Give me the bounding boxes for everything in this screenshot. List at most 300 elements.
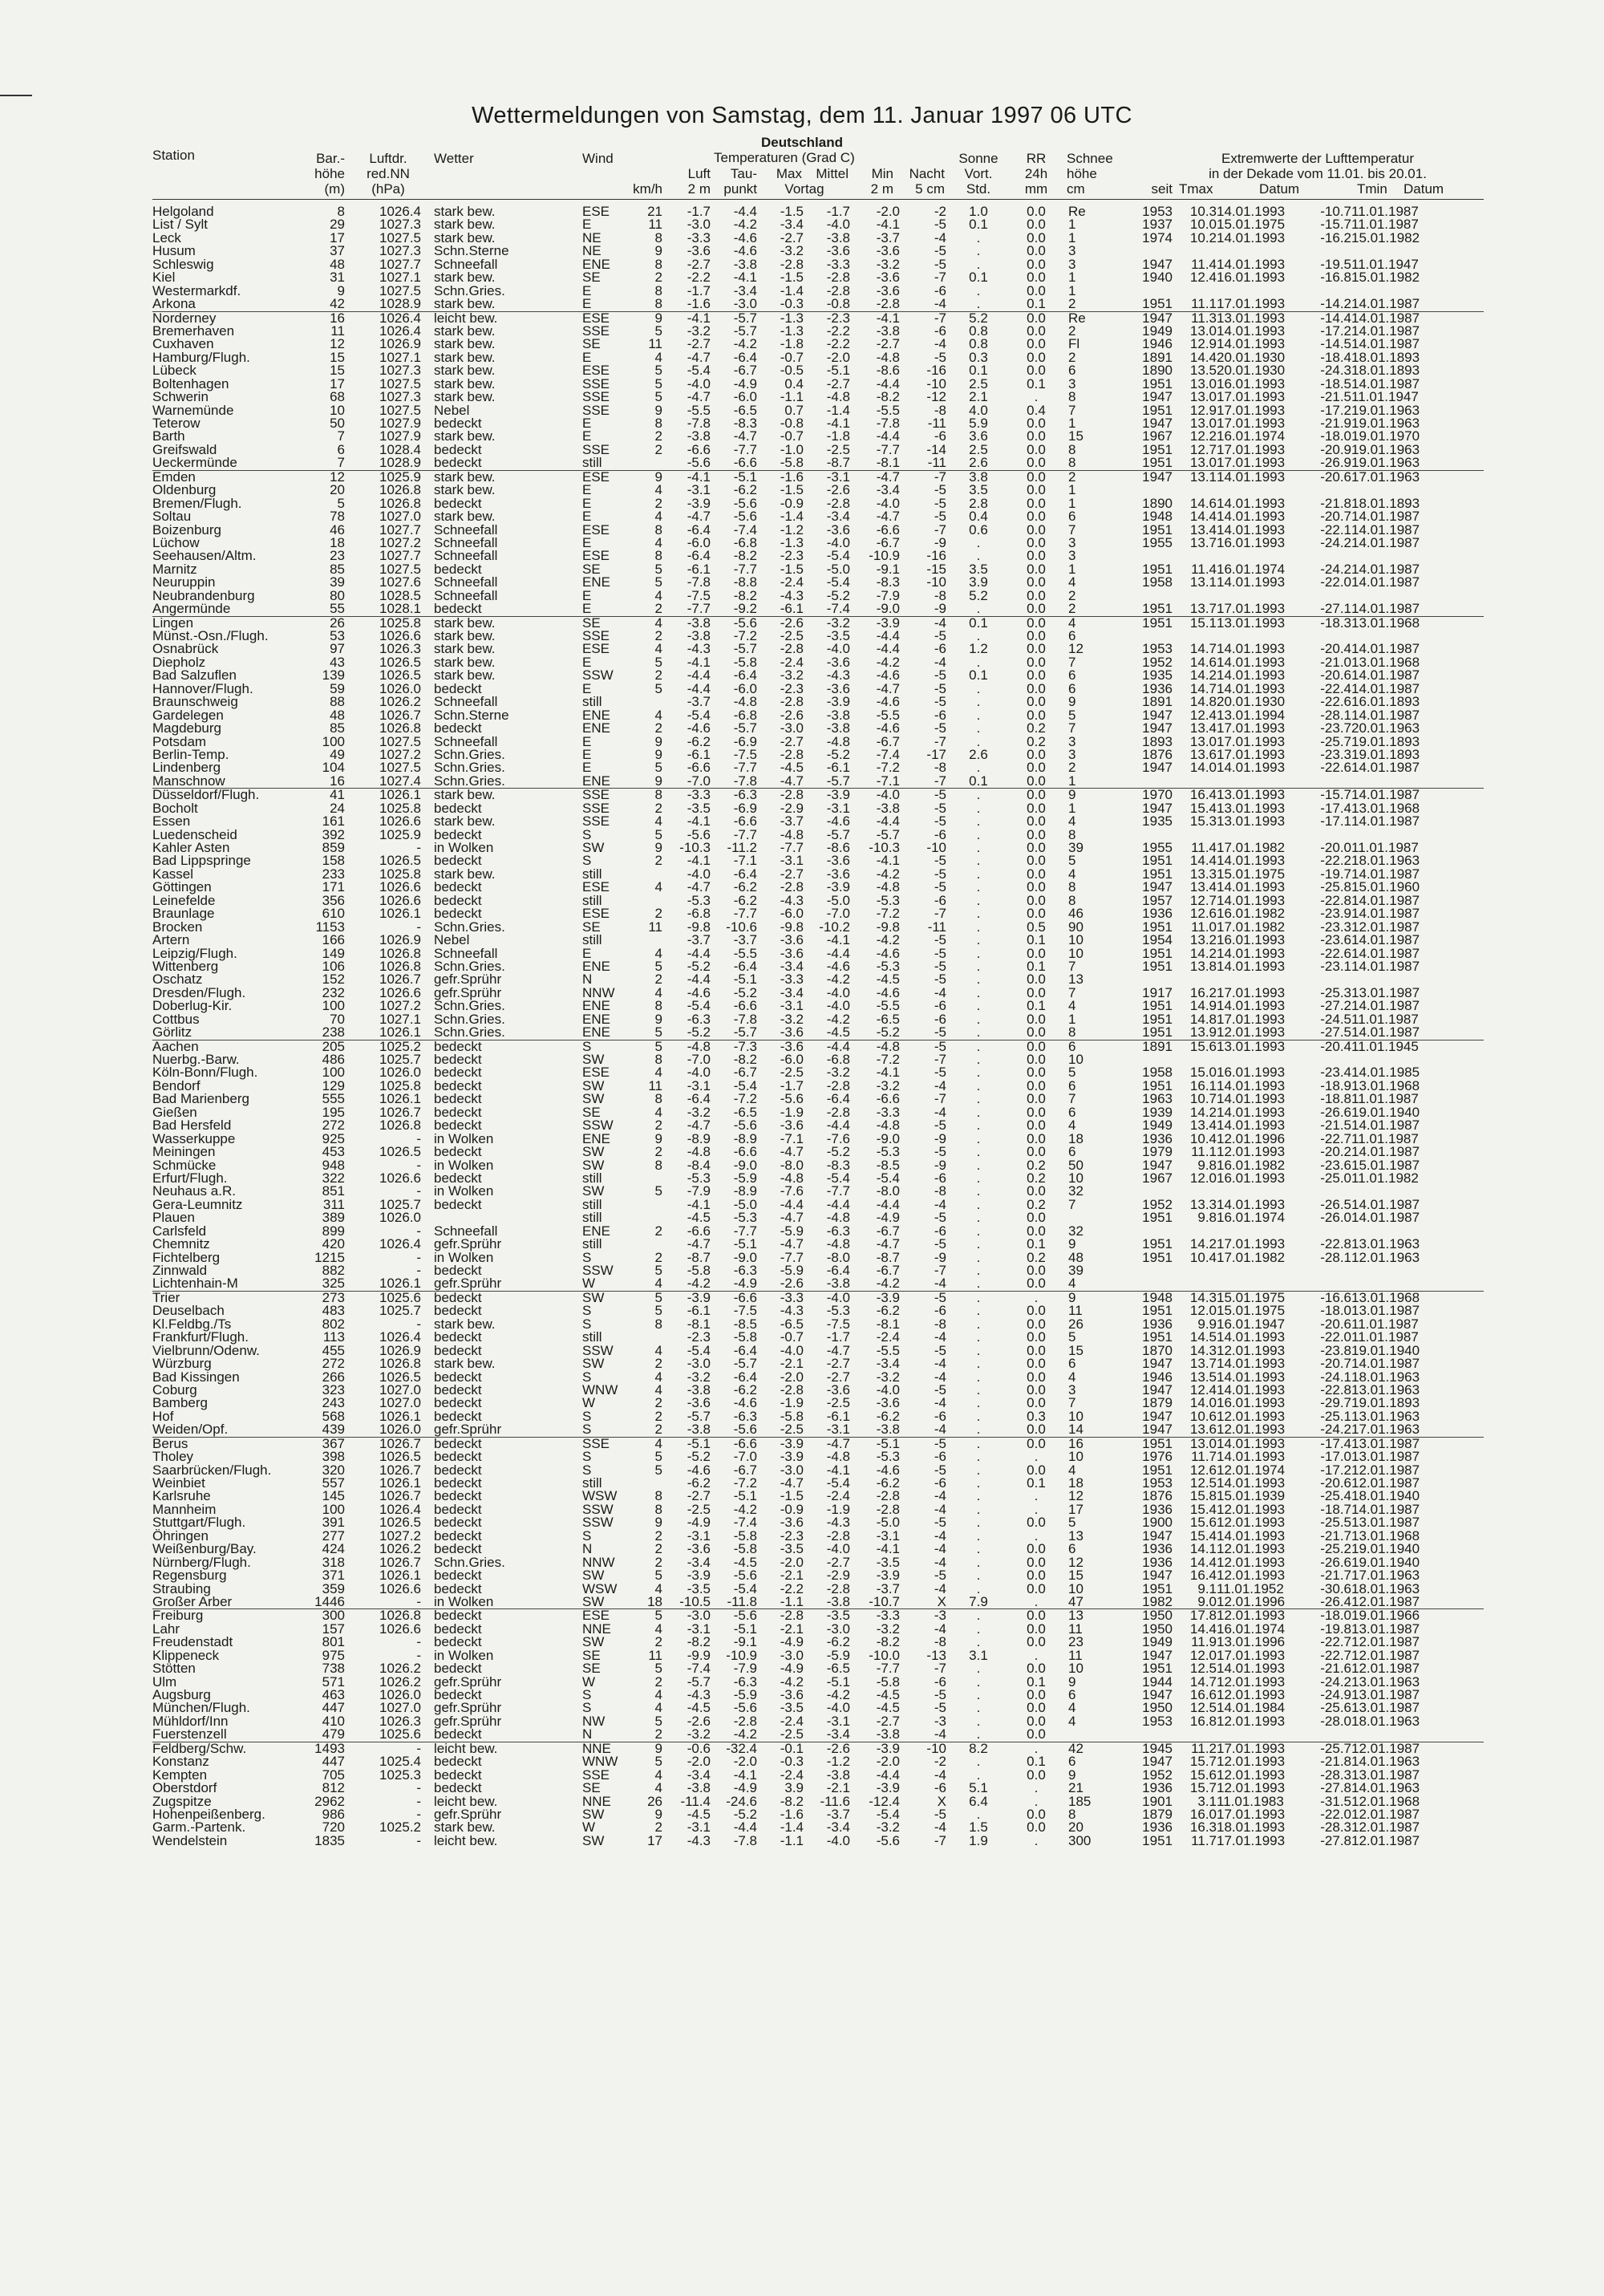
cell-taupunkt: -7.8 [733,1011,757,1027]
cell-station: Hof [152,1408,174,1424]
cell-min-2m: -4.0 [876,1381,900,1397]
cell-luftdruck: 1027.9 [379,416,421,431]
cell-barhoehe: 322 [322,1170,345,1186]
cell-datum-max: 12.01.1996 [1217,1593,1286,1609]
cell-rr-24h: 0.0 [1027,482,1046,498]
cell-sonne: 0.1 [969,270,988,286]
cell-datum-min: 18.01.1963 [1351,1713,1420,1729]
cell-rr-24h: 0.4 [1027,402,1046,418]
cell-datum-min: 13.01.1987 [1351,1700,1420,1716]
cell-taupunkt: -7.7 [733,441,757,457]
cell-windrichtung: E [582,296,592,312]
cell-nacht-5cm: -4 [934,1767,946,1783]
cell-tmax: 14.6 [1189,654,1217,670]
cell-station: Klippeneck [152,1647,220,1663]
cell-max-vortag: -3.6 [780,945,804,961]
cell-barhoehe: 232 [322,984,345,1000]
cell-tmin: -20.4 [1320,641,1351,657]
cell-windrichtung: NNW [582,1554,615,1570]
cell-station: Stuttgart/Flugh. [152,1515,246,1531]
cell-nacht-5cm: -6 [934,1223,946,1239]
cell-luftdruck: - [416,840,421,855]
cell-sonne: 0.1 [969,615,988,631]
cell-luftdruck: 1026.6 [379,1621,421,1637]
cell-max-vortag: -2.8 [780,787,804,803]
cell-station: Lingen [152,615,194,631]
cell-datum-min: 14.01.1987 [1351,1024,1420,1041]
cell-mittel-vortag: -3.6 [826,654,850,670]
cell-rr-24h: 0.0 [1027,773,1046,789]
cell-schnee: 4 [1068,1700,1076,1716]
cell-min-2m: -4.5 [876,972,900,988]
cell-datum-max: 12.01.1993 [1217,1501,1286,1517]
cell-barhoehe: 925 [322,1130,345,1146]
cell-taupunkt: -4.4 [733,1819,757,1836]
cell-barhoehe: 85 [330,720,345,736]
cell-max-vortag: -0.8 [780,416,804,431]
cell-taupunkt: -3.8 [733,256,757,272]
cell-schnee: 8 [1068,389,1076,405]
cell-luftdruck: 1026.8 [379,1356,421,1372]
cell-taupunkt: -4.4 [733,204,757,219]
cell-luft-2m: -4.8 [687,1144,711,1160]
cell-rr-24h: 0.2 [1027,1196,1046,1212]
cell-luft-2m: -4.5 [687,1806,711,1822]
cell-luftdruck: 1026.7 [379,707,421,723]
cell-schnee: 13 [1068,1527,1084,1544]
cell-wetter: bedeckt [434,800,482,816]
cell-barhoehe: 812 [322,1780,345,1796]
cell-max-vortag: -1.5 [780,561,804,577]
cell-datum-min: 11.01.1987 [1351,1011,1419,1027]
cell-luft-2m: -5.6 [687,455,711,471]
cell-max-vortag: -4.5 [780,760,804,776]
cell-seit: 1951 [1142,1303,1173,1319]
cell-max-vortag: 3.9 [784,1780,804,1796]
cell-seit: 1951 [1142,1435,1173,1451]
cell-windrichtung: SSE [582,389,610,405]
cell-tmin: -16.6 [1320,1289,1351,1305]
cell-tmax: 13.0 [1189,455,1217,471]
cell-windstaerke: 2 [654,667,662,684]
cell-min-2m: -3.2 [876,1621,900,1637]
cell-nacht-5cm: -5 [934,509,946,525]
cell-station: Gießen [152,1104,197,1120]
cell-wetter: bedeckt [434,720,482,736]
cell-max-vortag: -2.8 [780,746,804,762]
cell-datum-max: 14.01.1993 [1217,641,1286,657]
cell-station: Seehausen/Altm. [152,548,257,564]
cell-tmin: -15.7 [1320,787,1351,803]
cell-seit: 1951 [1142,601,1173,617]
cell-rr-24h: 0.3 [1027,1408,1046,1424]
cell-seit: 1974 [1142,229,1173,245]
cell-windrichtung: ENE [582,707,610,723]
cell-barhoehe: 42 [330,296,345,312]
cell-wetter: gefr.Sprühr [434,1673,502,1690]
cell-min-2m: -5.5 [876,402,900,418]
station-group [152,1608,1484,1741]
cell-wetter: Schn.Gries. [434,1011,505,1027]
cell-tmin: -19.5 [1320,256,1351,272]
cell-nacht-5cm: -7 [934,1263,946,1278]
cell-tmax: 15.4 [1189,1501,1217,1517]
cell-mittel-vortag: -5.2 [826,587,850,603]
cell-windstaerke: 5 [654,574,662,590]
cell-mittel-vortag: -4.8 [826,1210,850,1226]
cell-windrichtung: SW [582,1077,605,1093]
cell-station: Weiden/Opf. [152,1422,229,1438]
cell-seit: 1947 [1142,256,1173,272]
cell-windstaerke: 5 [654,1754,662,1770]
cell-datum-min: 13.01.1987 [1351,1515,1420,1531]
cell-tmax: 13.6 [1189,1422,1217,1438]
table-row [152,1569,1484,1582]
cell-nacht-5cm: -4 [934,1726,946,1742]
cell-datum-max: 17.01.1993 [1217,296,1286,312]
cell-tmin: -21.6 [1320,1661,1351,1677]
cell-station: Cottbus [152,1011,200,1027]
cell-windstaerke: 4 [654,879,662,895]
cell-min-2m: -3.2 [876,256,900,272]
cell-windrichtung: still [582,892,602,908]
cell-windrichtung: SSE [582,628,610,643]
cell-luftdruck: 1026.7 [379,1104,421,1120]
cell-mittel-vortag: -5.9 [826,1647,850,1663]
cell-luftdruck: 1027.5 [379,733,421,749]
cell-wetter: bedeckt [434,416,482,431]
cell-min-2m: -5.3 [876,1449,900,1465]
cell-tmin: -26.4 [1320,1593,1351,1609]
cell-rr-24h: 0.0 [1027,879,1046,895]
cell-min-2m: -8.1 [876,455,900,471]
cell-taupunkt: -5.3 [733,1210,757,1226]
cell-datum-max: 16.01.1993 [1217,1395,1286,1411]
cell-windstaerke: 8 [654,296,662,312]
cell-min-2m: -9.0 [876,601,900,617]
cell-barhoehe: 39 [330,574,345,590]
cell-seit: 1951 [1142,998,1173,1014]
cell-nacht-5cm: -7 [934,1832,946,1848]
cell-station: Leck [152,229,181,245]
cell-luftdruck: 1026.8 [379,1118,421,1134]
cell-datum-min: 13.01.1963 [1351,1236,1420,1252]
cell-barhoehe: 10 [330,402,345,418]
cell-max-vortag: -3.2 [780,1011,804,1027]
cell-nacht-5cm: -4 [934,1369,946,1385]
cell-rr-24h: 0.0 [1027,1568,1046,1584]
cell-barhoehe: 233 [322,866,345,882]
cell-taupunkt: -4.7 [733,428,757,444]
cell-luft-2m: -8.2 [687,1634,711,1650]
cell-datum-min: 11.01.1987 [1351,1329,1419,1345]
cell-datum-max: 14.01.1993 [1217,1356,1286,1372]
cell-mittel-vortag: -3.6 [826,853,850,869]
cell-rr-24h: 0.0 [1027,561,1046,577]
cell-mittel-vortag: -2.8 [826,282,850,298]
cell-seit: 1947 [1142,800,1173,816]
cell-min-2m: -3.8 [876,1726,900,1742]
cell-mittel-vortag: -3.3 [826,256,850,272]
cell-tmin: -22.8 [1320,892,1351,908]
cell-nacht-5cm: -5 [934,853,946,869]
cell-tmax: 16.3 [1189,1819,1217,1836]
cell-datum-max: 14.01.1984 [1217,1700,1286,1716]
cell-seit: 1947 [1142,1408,1173,1424]
cell-min-2m: -8.2 [876,1634,900,1650]
cell-datum-max: 12.01.1993 [1217,1687,1286,1702]
cell-barhoehe: 100 [322,1065,345,1081]
cell-schnee: 8 [1068,441,1076,457]
cell-schnee: 9 [1068,694,1076,710]
cell-station: Garm.-Partenk. [152,1819,246,1836]
cell-wetter: gefr.Sprühr [434,1700,502,1716]
cell-station: Kiel [152,270,176,286]
cell-max-vortag: -1.6 [780,469,804,485]
cell-wetter: bedeckt [434,441,482,457]
cell-sonne: 0.1 [969,217,988,233]
cell-station: Regensburg [152,1568,227,1584]
cell-luftdruck: 1026.9 [379,1342,421,1358]
cell-rr-24h: 0.0 [1027,1303,1046,1319]
cell-nacht-5cm: -5 [934,1342,946,1358]
cell-schnee: 42 [1068,1740,1084,1756]
cell-datum-min: 17.01.1963 [1351,1568,1420,1584]
cell-seit: 1940 [1142,270,1173,286]
cell-seit: 1949 [1142,322,1173,339]
cell-luft-2m: -3.5 [687,800,711,816]
cell-schnee: 2 [1068,322,1076,339]
cell-tmin: -26.9 [1320,455,1351,471]
cell-rr-24h: 0.0 [1027,1342,1046,1358]
cell-windrichtung: SW [582,1289,605,1305]
cell-mittel-vortag: -3.4 [826,509,850,525]
cell-windstaerke: 4 [654,813,662,830]
cell-datum-min: 14.01.1987 [1351,1356,1420,1372]
cell-datum-min: 11.01.1947 [1351,256,1419,272]
cell-station: Mannheim [152,1501,217,1517]
cell-max-vortag: -7.6 [780,1183,804,1199]
cell-rr-24h: 0.0 [1027,694,1046,710]
cell-wetter: bedeckt [434,1501,482,1517]
cell-luftdruck: 1026.8 [379,1608,421,1624]
cell-windrichtung: SSE [582,375,610,391]
header-extremwerte: Extremwerte der Lufttemperatur in der Dekade vom 11.01. bis 20.01. [1209,151,1427,181]
cell-datum-min: 14.01.1987 [1351,932,1420,948]
cell-barhoehe: 48 [330,707,345,723]
cell-datum-min: 17.01.1963 [1351,1422,1420,1438]
cell-min-2m: -4.7 [876,469,900,485]
cell-tmax: 13.7 [1189,534,1217,550]
cell-rr-24h: 0.2 [1027,1157,1046,1173]
cell-datum-max: 13.01.1996 [1217,1634,1286,1650]
cell-taupunkt: -6.4 [733,667,757,684]
cell-nacht-5cm: -8 [934,760,946,776]
table-row [152,1782,1484,1795]
cell-tmin: -21.9 [1320,416,1351,431]
cell-windstaerke: 5 [654,1713,662,1729]
cell-datum-min: 14.01.1987 [1351,760,1420,776]
cell-nacht-5cm: -7 [934,906,946,922]
cell-windrichtung: SW [582,1806,605,1822]
cell-seit: 1870 [1142,1342,1173,1358]
table-row [152,1832,1484,1848]
cell-windrichtung: ENE [582,1130,610,1146]
cell-min-2m: -2.0 [876,1754,900,1770]
cell-tmin: -25.7 [1320,1740,1351,1756]
cell-taupunkt: -7.7 [733,760,757,776]
cell-windstaerke: 2 [654,441,662,457]
cell-seit: 1951 [1142,1580,1173,1596]
cell-mittel-vortag: -2.8 [826,1580,850,1596]
cell-datum-min: 19.01.1940 [1351,1541,1420,1557]
cell-windrichtung: SW [582,1144,605,1160]
cell-datum-min: 13.01.1968 [1351,800,1420,816]
cell-tmax: 15.6 [1189,1767,1217,1783]
cell-barhoehe: 157 [322,1621,345,1637]
cell-nacht-5cm: -7 [934,270,946,286]
cell-tmin: -17.2 [1320,1462,1351,1478]
cell-min-2m: -4.5 [876,1700,900,1716]
cell-schnee: 7 [1068,521,1076,537]
cell-luft-2m: -4.5 [687,1210,711,1226]
cell-luft-2m: -3.6 [687,1541,711,1557]
cell-nacht-5cm: -5 [934,495,946,511]
cell-sonne: . [976,1276,981,1292]
cell-schnee: 6 [1068,1754,1076,1770]
cell-max-vortag: -5.8 [780,455,804,471]
cell-taupunkt: -4.6 [733,229,757,245]
cell-tmax: 14.4 [1189,1554,1217,1570]
cell-windstaerke: 5 [654,1449,662,1465]
cell-rr-24h: 0.0 [1027,455,1046,471]
cell-windstaerke: 11 [648,1647,662,1663]
cell-seit: 1893 [1142,733,1173,749]
cell-sonne: . [976,243,981,259]
cell-nacht-5cm: -5 [934,720,946,736]
cell-max-vortag: -2.3 [780,548,804,564]
cell-rr-24h: 0.0 [1027,1515,1046,1531]
cell-luftdruck: 1026.0 [379,1422,421,1438]
cell-schnee: 6 [1068,1541,1076,1557]
cell-sonne: 3.5 [969,561,988,577]
cell-datum-min: 14.01.1987 [1351,866,1420,882]
cell-tmin: -24.2 [1320,561,1351,577]
cell-min-2m: -3.3 [876,1104,900,1120]
cell-datum-min: 18.01.1893 [1351,495,1420,511]
cell-barhoehe: 391 [322,1515,345,1531]
cell-luft-2m: -1.6 [687,296,711,312]
cell-tmax: 13.4 [1189,720,1217,736]
cell-wetter: stark bew. [434,296,496,312]
cell-schnee: 2 [1068,296,1076,312]
cell-barhoehe: 9 [337,282,345,298]
cell-tmax: 13.0 [1189,733,1217,749]
cell-tmin: -31.5 [1320,1793,1351,1809]
cell-wetter: stark bew. [434,375,496,391]
cell-taupunkt: -6.3 [733,1263,757,1278]
cell-wetter: gefr.Sprühr [434,972,502,988]
cell-windrichtung: S [582,1249,592,1265]
cell-luftdruck: 1027.1 [379,349,421,365]
cell-mittel-vortag: -3.9 [826,787,850,803]
cell-windrichtung: SW [582,1634,605,1650]
cell-barhoehe: 20 [330,482,345,498]
cell-tmin: -19.8 [1320,1621,1351,1637]
cell-nacht-5cm: -7 [934,521,946,537]
cell-luftdruck: 1026.5 [379,1369,421,1385]
cell-taupunkt: -6.4 [733,1342,757,1358]
cell-luft-2m: -6.4 [687,521,711,537]
cell-station: Göttingen [152,879,212,895]
cell-datum-max: 14.01.1993 [1217,1091,1286,1107]
cell-luftdruck: 1025.7 [379,1052,421,1067]
cell-windstaerke: 5 [654,1303,662,1319]
cell-datum-min: 11.01.1987 [1351,1130,1419,1146]
cell-tmin: -22.7 [1320,1130,1351,1146]
cell-station: Arkona [152,296,196,312]
cell-min-2m: -9.0 [876,1130,900,1146]
cell-schnee: 1 [1068,495,1076,511]
cell-luftdruck: 1026.9 [379,932,421,948]
cell-datum-max: 15.01.1975 [1217,866,1286,882]
cell-station: Lübeck [152,363,196,379]
cell-station: Lüchow [152,534,200,550]
cell-windstaerke: 5 [654,389,662,405]
cell-rr-24h: 0.0 [1027,601,1046,617]
header-wind: Wind [582,151,614,166]
cell-rr-24h: 0.0 [1027,654,1046,670]
cell-windstaerke: 2 [654,1726,662,1742]
cell-wetter: Schn.Gries. [434,1554,505,1570]
cell-luft-2m: -8.4 [687,1157,711,1173]
cell-tmax: 13.4 [1189,1118,1217,1134]
cell-datum-min: 13.01.1963 [1351,1408,1420,1424]
cell-schnee: 1 [1068,1011,1076,1027]
cell-wetter: bedeckt [434,1687,482,1702]
cell-taupunkt: -8.5 [733,1316,757,1332]
cell-rr-24h: 0.0 [1027,628,1046,643]
cell-datum-max: 12.01.1993 [1217,1673,1286,1690]
cell-luft-2m: -4.3 [687,1687,711,1702]
cell-barhoehe: 367 [322,1435,345,1451]
cell-sonne: 0.1 [969,773,988,789]
cell-max-vortag: -2.3 [780,1527,804,1544]
cell-mittel-vortag: -4.4 [826,945,850,961]
cell-luft-2m: -3.2 [687,1104,711,1120]
cell-sonne: 3.6 [969,428,988,444]
cell-nacht-5cm: -7 [934,310,946,326]
cell-taupunkt: -5.6 [733,1700,757,1716]
cell-luftdruck: 1027.2 [379,534,421,550]
cell-taupunkt: -5.7 [733,310,757,326]
cell-taupunkt: -6.6 [733,1435,757,1451]
cell-windstaerke: 4 [654,1767,662,1783]
cell-rr-24h: 0.0 [1027,282,1046,298]
cell-barhoehe: 455 [322,1342,345,1358]
cell-taupunkt: -5.6 [733,495,757,511]
cell-schnee: 6 [1068,1077,1076,1093]
cell-tmax: 16.2 [1189,984,1217,1000]
cell-nacht-5cm: -6 [934,1408,946,1424]
cell-min-2m: -3.6 [876,282,900,298]
cell-sonne: . [976,628,981,643]
cell-luft-2m: -2.6 [687,1713,711,1729]
cell-seit: 1976 [1142,1449,1173,1465]
cell-min-2m: -4.7 [876,1236,900,1252]
cell-barhoehe: 158 [322,853,345,869]
cell-windrichtung: E [582,746,592,762]
